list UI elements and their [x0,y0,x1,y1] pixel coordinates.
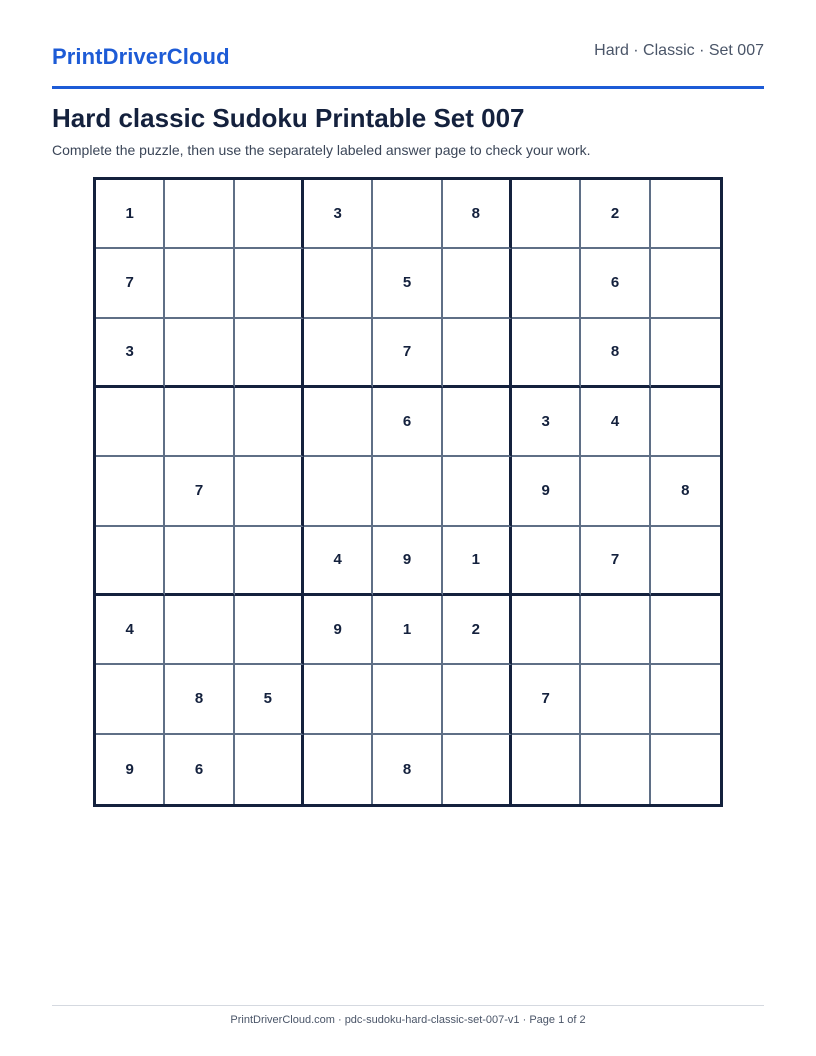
sudoku-cell [443,665,512,734]
sudoku-cell: 3 [304,180,373,249]
sudoku-cell: 1 [96,180,165,249]
sudoku-cell: 5 [235,665,304,734]
sudoku-cell [165,388,234,457]
sudoku-cell [235,319,304,388]
sudoku-cell: 8 [443,180,512,249]
sudoku-cell [443,319,512,388]
sudoku-cell: 1 [443,527,512,596]
sudoku-cell: 8 [651,457,720,526]
sudoku-cell: 8 [373,735,442,804]
sudoku-cell [581,735,650,804]
sudoku-cell [235,180,304,249]
sudoku-cell [512,596,581,665]
sudoku-cell [165,249,234,318]
sudoku-cell [304,388,373,457]
footer-divider [52,1005,764,1006]
sudoku-cell [373,665,442,734]
sudoku-cell [165,596,234,665]
sudoku-cell: 7 [96,249,165,318]
sudoku-cell [304,319,373,388]
sudoku-cell [304,457,373,526]
sudoku-cell [512,319,581,388]
sudoku-cell: 3 [512,388,581,457]
sudoku-cell: 9 [304,596,373,665]
sudoku-cell: 4 [96,596,165,665]
sudoku-cell [512,180,581,249]
sudoku-cell: 4 [581,388,650,457]
sudoku-cell: 6 [581,249,650,318]
sudoku-cell [235,388,304,457]
sudoku-cell [443,249,512,318]
sudoku-cell: 5 [373,249,442,318]
sudoku-cell [651,735,720,804]
sudoku-cell: 1 [373,596,442,665]
sudoku-cell [651,319,720,388]
sudoku-cell [512,527,581,596]
sudoku-cell [651,388,720,457]
sudoku-cell [443,457,512,526]
sudoku-cell [581,457,650,526]
sudoku-cell [96,457,165,526]
sudoku-cell [443,388,512,457]
sudoku-cell [512,249,581,318]
sudoku-cell [96,388,165,457]
sudoku-cell [581,665,650,734]
sudoku-cell [651,249,720,318]
page-header [52,0,764,89]
page-subtitle: Complete the puzzle, then use the separately labeled answer page to check your work. [52,142,591,158]
sudoku-cell: 8 [165,665,234,734]
sudoku-cell: 9 [512,457,581,526]
sudoku-cell [651,665,720,734]
breadcrumb: Hard · Classic · Set 007 [594,42,764,59]
sudoku-cell: 9 [373,527,442,596]
sudoku-cell [443,735,512,804]
sudoku-cell [165,527,234,596]
sudoku-cell: 6 [373,388,442,457]
sudoku-cell: 2 [443,596,512,665]
sudoku-grid [93,177,723,807]
sudoku-cell: 2 [581,180,650,249]
page-title: Hard classic Sudoku Printable Set 007 [52,103,525,133]
sudoku-cell [373,180,442,249]
sudoku-cell [512,735,581,804]
sudoku-cell [165,319,234,388]
sudoku-cell [96,527,165,596]
sudoku-cell: 7 [581,527,650,596]
sudoku-cell [304,249,373,318]
sudoku-cell [235,249,304,318]
sudoku-cell: 7 [512,665,581,734]
sudoku-cell: 7 [373,319,442,388]
sudoku-cell: 4 [304,527,373,596]
page-footer: PrintDriverCloud.com · pdc-sudoku-hard-classic-set-007-v1 · Page 1 of 2 [230,1014,586,1026]
sudoku-cell [581,596,650,665]
sudoku-cell: 3 [96,319,165,388]
sudoku-cell [235,527,304,596]
sudoku-cell: 6 [165,735,234,804]
sudoku-cell [304,665,373,734]
sudoku-cell [235,596,304,665]
sudoku-cell [304,735,373,804]
sudoku-cell [373,457,442,526]
sudoku-cell [96,665,165,734]
sudoku-cell [165,180,234,249]
sudoku-cell [651,180,720,249]
sudoku-cell: 8 [581,319,650,388]
sudoku-cell: 7 [165,457,234,526]
sudoku-cell [235,735,304,804]
sudoku-cell [651,596,720,665]
sudoku-cell: 9 [96,735,165,804]
sudoku-cell [651,527,720,596]
sudoku-cell [235,457,304,526]
brand-logo: PrintDriverCloud [52,44,230,69]
